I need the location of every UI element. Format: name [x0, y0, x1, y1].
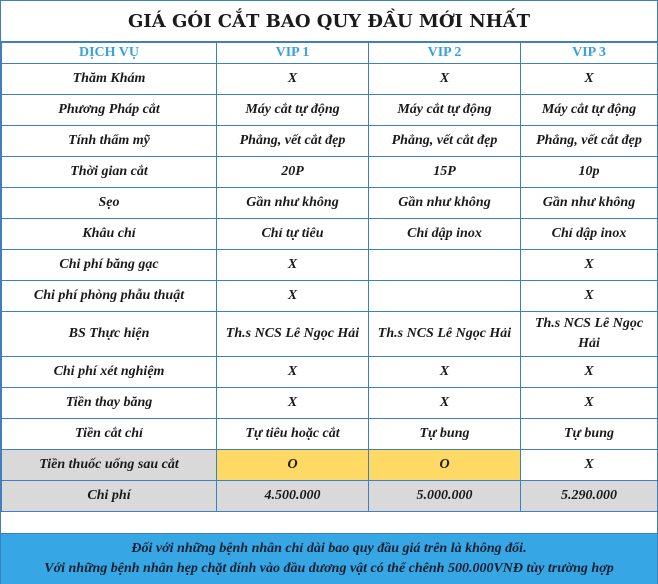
cell-vip3: X [521, 450, 658, 481]
row-label: Tiền thay băng [2, 388, 217, 419]
row-label: Phương Pháp cắt [2, 95, 217, 126]
row-label: Tính thẩm mỹ [2, 126, 217, 157]
cell-vip2: X [369, 388, 521, 419]
table-row [2, 64, 658, 95]
table-row [2, 357, 658, 388]
row-label: Tiền thuốc uống sau cắt [2, 450, 217, 481]
cell-vip1: Tự tiêu hoặc cắt [217, 419, 369, 450]
cell-vip2-price: 5.000.000 [369, 481, 521, 512]
cell-vip3: X [521, 357, 658, 388]
cell-vip2: Phẳng, vết cắt đẹp [369, 126, 521, 157]
table-row [2, 450, 658, 481]
cell-vip3: X [521, 250, 658, 281]
footer-line-1: Đối với những bệnh nhân chỉ dài bao quy đầu giá trên là không đổi. [131, 541, 527, 556]
cell-vip1: X [217, 388, 369, 419]
column-header-vip1: VIP 1 [217, 43, 369, 64]
cell-vip3: Tự bung [521, 419, 658, 450]
cell-vip3: X [521, 64, 658, 95]
cell-vip2 [369, 281, 521, 312]
cell-vip3: Phẳng, vết cắt đẹp [521, 126, 658, 157]
table-row [2, 281, 658, 312]
table-row [2, 188, 658, 219]
cell-vip2: Gần như không [369, 188, 521, 219]
cell-vip3-price: 5.290.000 [521, 481, 658, 512]
cell-vip1: Gần như không [217, 188, 369, 219]
cell-vip3: X [521, 281, 658, 312]
row-label: BS Thực hiện [2, 312, 217, 357]
cell-vip3: Gần như không [521, 188, 658, 219]
row-label: Khâu chỉ [2, 219, 217, 250]
cell-vip1: Phẳng, vết cắt đẹp [217, 126, 369, 157]
cell-vip1: X [217, 64, 369, 95]
table-row [2, 388, 658, 419]
row-label: Sẹo [2, 188, 217, 219]
table-row [2, 157, 658, 188]
table-row [2, 419, 658, 450]
table-row-total [2, 481, 658, 512]
cell-vip1: Chỉ tự tiêu [217, 219, 369, 250]
row-label: Chi phí phòng phẫu thuật [2, 281, 217, 312]
cell-vip1: X [217, 357, 369, 388]
row-label: Thăm Khám [2, 64, 217, 95]
row-label: Tiền cắt chỉ [2, 419, 217, 450]
cell-vip2: X [369, 64, 521, 95]
price-table [1, 42, 658, 512]
cell-vip3: Máy cắt tự động [521, 95, 658, 126]
column-header-vip3: VIP 3 [521, 43, 658, 64]
cell-vip3: Chỉ dập inox [521, 219, 658, 250]
table-row [2, 126, 658, 157]
column-header-vip2: VIP 2 [369, 43, 521, 64]
cell-vip2: Tự bung [369, 419, 521, 450]
cell-vip2: 15P [369, 157, 521, 188]
cell-vip2: Th.s NCS Lê Ngọc Hải [369, 312, 521, 357]
table-row [2, 250, 658, 281]
cell-vip1: X [217, 250, 369, 281]
header-row [2, 43, 658, 64]
row-label: Chi phí xét nghiệm [2, 357, 217, 388]
column-header-service: DỊCH VỤ [2, 43, 217, 64]
cell-vip1: 20P [217, 157, 369, 188]
cell-vip2: Máy cắt tự động [369, 95, 521, 126]
footer-note [1, 533, 657, 584]
cell-vip1: X [217, 281, 369, 312]
cell-vip3: X [521, 388, 658, 419]
row-label: Chi phí [2, 481, 217, 512]
page-title: GIÁ GÓI CẮT BAO QUY ĐẦU MỚI NHẤT [1, 1, 657, 42]
table-row [2, 312, 658, 357]
cell-vip2: O [369, 450, 521, 481]
cell-vip2: Chỉ dập inox [369, 219, 521, 250]
cell-vip1: O [217, 450, 369, 481]
cell-vip1-price: 4.500.000 [217, 481, 369, 512]
row-label: Chi phí băng gạc [2, 250, 217, 281]
cell-vip2: X [369, 357, 521, 388]
cell-vip1: Th.s NCS Lê Ngọc Hải [217, 312, 369, 357]
footer-line-2: Với những bệnh nhân hẹp chặt dính vào đầu dương vật có thể chênh 500.000VNĐ tùy trường hợp [44, 561, 614, 576]
cell-vip1: Máy cắt tự động [217, 95, 369, 126]
table-row [2, 95, 658, 126]
cell-vip3: 10p [521, 157, 658, 188]
cell-vip3: Th.s NCS Lê Ngọc Hải [521, 312, 658, 357]
row-label: Thời gian cắt [2, 157, 217, 188]
table-row [2, 219, 658, 250]
cell-vip2 [369, 250, 521, 281]
